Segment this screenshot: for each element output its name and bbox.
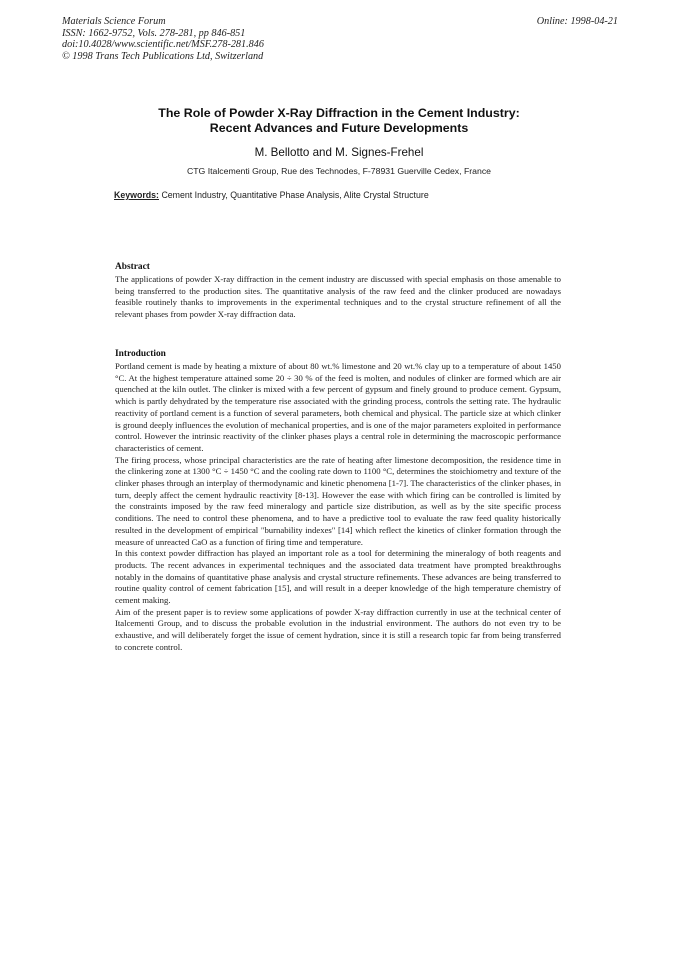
introduction-heading: Introduction: [115, 349, 166, 359]
keywords-label: Keywords:: [114, 190, 159, 200]
keywords-text: Cement Industry, Quantitative Phase Analysis, Alite Crystal Structure: [161, 190, 429, 200]
paper-title: [0, 106, 678, 136]
title-line-2: Recent Advances and Future Developments: [209, 121, 469, 135]
journal-name: Materials Science Forum: [62, 16, 166, 27]
doi-line: doi:10.4028/www.scientific.net/MSF.278-281.846: [62, 39, 264, 51]
publication-header: [62, 16, 264, 62]
abstract-body: [115, 274, 561, 321]
online-date: Online: 1998-04-21: [536, 16, 618, 27]
issn-line: ISSN: 1662-9752, Vols. 278-281, pp 846-851: [62, 27, 246, 39]
intro-paragraph-2: The firing process, whose principal characteristics are the rate of heating after limestone decomposition, the residence time in the clinkering zone at 1300 °C ÷ 1450 °C and the cooling rate down to 1100 °C, determines the stoichiometry and texture of the clinker phases through an interplay of thermodynamic and kinetic phenomena [1-7]. The characteristics of the clinker phases, in turn, deeply affect the cement hydraulic reactivity [8-13]. However the ease with which firing can be controlled is limited by the constraints imposed by the raw feed mineralogy and particle size distribution, as well as by the site specific process conditions. The need to control these phenomena, and to have a predictive tool to evaluate the raw feed quality historically resulted in the development of empirical "burnability indexes" [14] which reflect the kinetics of clinker formation through the measure of unreacted CaO as a function of firing time and temperature.: [115, 454, 561, 547]
affiliation: CTG Italcementi Group, Rue des Technodes, F-78931 Guerville Cedex, France: [186, 166, 492, 176]
introduction-body: [115, 361, 561, 654]
intro-paragraph-3: In this context powder diffraction has played an important role as a tool for determining the mineralogy of both reagents and products. The recent advances in experimental techniques and the associated data treatment have prompted breakthroughs notably in the domains of quantitative phase analysis and crystal structure refinements. These advances are being transferred to routine quality control of cement fabrication [15], and will result in a deeper knowledge of the high temperature chemistry of cement making.: [115, 548, 561, 606]
author-list: M. Bellotto and M. Signes-Frehel: [254, 146, 424, 159]
title-line-1: The Role of Powder X-Ray Diffraction in the Cement Industry:: [158, 106, 520, 120]
abstract-text: The applications of powder X-ray diffraction in the cement industry are discussed with special emphasis on those amenable to being transferred to the production sites. The quantitative analysis of the raw feed and the clinker produced are nowadays feasible routinely thanks to improvements in the experimental techniques and to the crystal structure refinement of all the relevant phases from powder X-ray diffraction data.: [115, 274, 561, 320]
intro-paragraph-1: Portland cement is made by heating a mixture of about 80 wt.% limestone and 20 wt.% clay up to a temperature of about 1450 °C. At the highest temperature attained some 20 ÷ 30 % of the feed is molten, and nodules of clinker are formed which are air quenched at the kiln outlet. The clinker is mixed with a few percent of gypsum and finely ground to produce cement. Gypsum, which is partly dehydrated by the temperature rise associated with the grinding process, controls the setting rate. The hydraulic reactivity of portland cement is a function of several parameters, both chemical and physical. The particle size at which clinker is ground deeply influences the evolution of mechanical properties, and is one of the major parameters exploited in performance control. However the intrinsic reactivity of the clinker phases plays a central role in determining the macroscopic performance characteristics of cement.: [115, 361, 561, 453]
copyright-line: © 1998 Trans Tech Publications Ltd, Switzerland: [62, 50, 264, 62]
intro-paragraph-4: Aim of the present paper is to review some applications of powder X-ray diffraction currently in use at the technical center of Italcementi Group, and to discuss the probable evolution in the industrial environment. The authors do not even try to be exhaustive, and will deliberately forget the issue of cement hydration, since it is still a research topic far from being transferred to concrete control.: [115, 606, 561, 652]
keywords: [114, 190, 429, 200]
abstract-heading: Abstract: [115, 262, 150, 272]
